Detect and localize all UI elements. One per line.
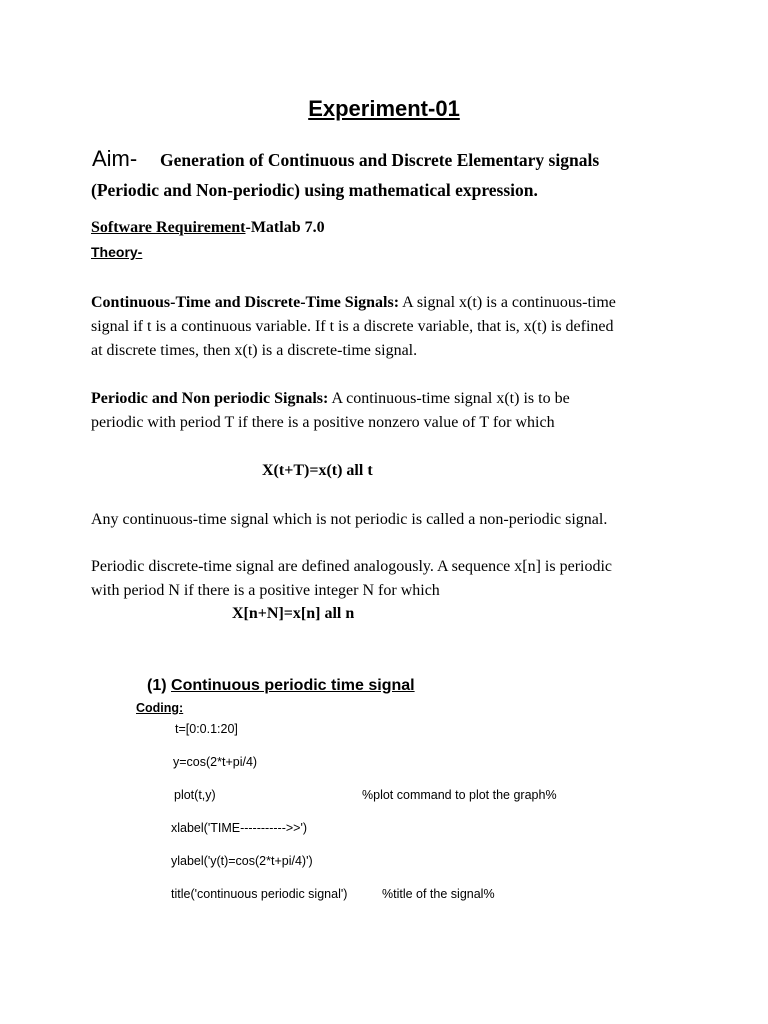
- equation-periodic-continuous: X(t+T)=x(t) all t: [262, 462, 373, 479]
- paragraph-text: A signal x(t) is a continuous-time: [399, 294, 616, 311]
- paragraph-line: [91, 387, 570, 411]
- paragraph-discrete-periodic: [91, 555, 612, 603]
- software-requirement-value: -Matlab 7.0: [245, 219, 325, 236]
- aim-label: Aim-: [92, 146, 138, 171]
- section-heading: [147, 677, 415, 695]
- code-comment: %title of the signal%: [382, 887, 495, 901]
- paragraph-bold-term: Continuous-Time and Discrete-Time Signals:: [91, 294, 400, 311]
- code-line: title('continuous periodic signal'): [171, 887, 348, 901]
- paragraph-line: at discrete times, then x(t) is a discrete-time signal.: [91, 342, 418, 359]
- code-line: y=cos(2*t+pi/4): [173, 755, 258, 769]
- code-line: ylabel('y(t)=cos(2*t+pi/4)'): [171, 854, 313, 868]
- aim-text-line-2: (Periodic and Non-periodic) using mathematical expression.: [91, 180, 538, 200]
- paragraph-line: with period N if there is a positive integer N for which: [91, 582, 440, 599]
- software-requirement: [91, 219, 325, 237]
- page-title: Experiment-01: [308, 96, 460, 121]
- paragraph-non-periodic: Any continuous-time signal which is not periodic is called a non-periodic signal.: [91, 511, 608, 528]
- coding-label: Coding:: [136, 701, 184, 715]
- theory-label: Theory-: [91, 244, 143, 260]
- equation-periodic-discrete: X[n+N]=x[n] all n: [232, 605, 355, 622]
- code-line: t=[0:0.1:20]: [175, 722, 238, 736]
- paragraph-line: Periodic discrete-time signal are defined analogously. A sequence x[n] is periodic: [91, 558, 613, 575]
- software-requirement-label: Software Requirement: [91, 219, 246, 236]
- paragraph-line: periodic with period T if there is a positive nonzero value of T for which: [91, 414, 555, 431]
- paragraph-periodic-nonperiodic: [91, 387, 570, 435]
- paragraph-line: signal if t is a continuous variable. If t is a discrete variable, that is, x(t) is defined: [91, 318, 614, 335]
- code-line: plot(t,y): [174, 788, 216, 802]
- paragraph-text: A continuous-time signal x(t) is to be: [328, 390, 570, 407]
- section-number: (1): [147, 677, 167, 694]
- section-title: Continuous periodic time signal: [171, 677, 415, 694]
- code-line: xlabel('TIME----------->>'): [171, 821, 308, 835]
- paragraph-bold-term: Periodic and Non periodic Signals:: [91, 390, 329, 407]
- aim-text-line-1: Generation of Continuous and Discrete Elementary signals: [160, 150, 600, 170]
- paragraph-continuous-discrete: [91, 291, 616, 363]
- paragraph-line: [91, 291, 616, 315]
- code-comment: %plot command to plot the graph%: [362, 788, 557, 802]
